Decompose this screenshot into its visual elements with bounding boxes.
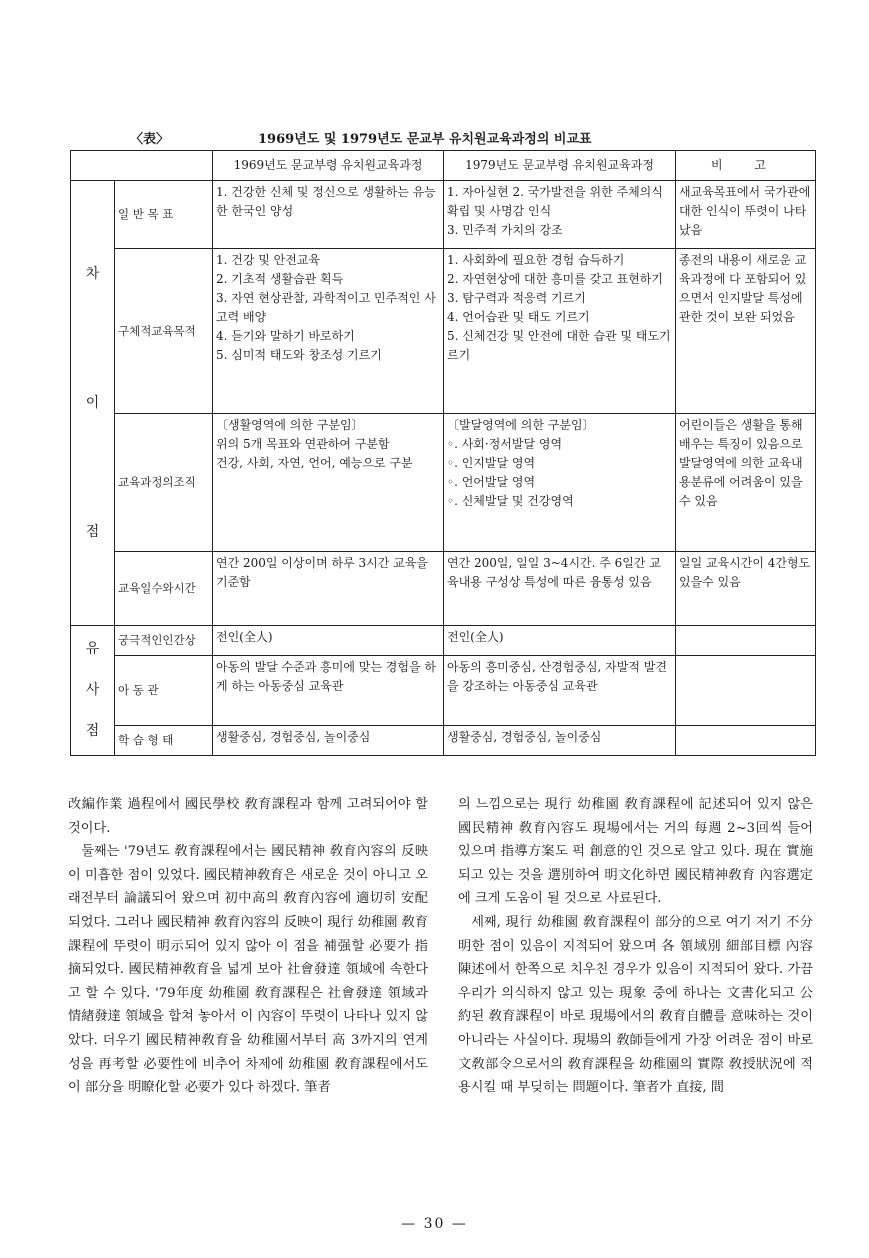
paragraph: 의 느낌으로는 現行 幼稚園 敎育課程에 記述되어 있지 않은 國民精神 敎育內容도 現場에서는 거의 每週 2~3回씩 들어 있으며 指導方案도 퍽 創意的인 것으로 알고 있다. 現在 實施되고 있는 것을 選別하여 明文化하면 國民精神敎育 內容選定에 크게 도움이 될 것으로 사료된다.	[458, 797, 813, 907]
paragraph: 세째, 現行 幼稚園 敎育課程이 部分的으로 여기 저기 不分明한 점이 있음이 지적되어 왔으며 各 領域別 細部目標 內容陳述에서 한쪽으로 치우친 경우가 있음이 지적되어 왔다. 가끔 우리가 의식하지 않고 있는 現象 중에 하나는 文書化되고 公約된 敎育課程이 바로 現場에서의 敎育自體를 意味하는 것이 아니라는 사실이다. 現場의 敎師들에게 가장 어려운 점이 바로 文敎部令으로서의 敎育課程을 幼稚園의 實際 敎授狀況에 적용시킬 때 부딪히는 問題이다. 筆者가 直接, 間	[458, 914, 813, 1096]
cell-remarks: 어린이들은 생활을 통해 배우는 특징이 있음으로 발달영역에 의한 교육내용분류에 어려움이 있을 수 있음	[676, 414, 816, 552]
table-label: 〈表〉	[130, 132, 170, 147]
cell-remarks	[676, 656, 816, 726]
header-1979: 1979년도 문교부령 유치원교육과정	[444, 151, 676, 181]
group-similarities: 유 사 점	[71, 626, 115, 756]
cell-remarks: 종전의 내용이 새로운 교육과정에 다 포함되어 있으면서 인지발달 특성에 관한 것이 보완 되었음	[676, 249, 816, 414]
body-column-right	[458, 793, 813, 1100]
table-row	[71, 626, 816, 656]
cell-1979: 전인(全人)	[444, 626, 676, 656]
cell-1979: 1. 사회화에 필요한 경험 습득하기 2. 자연현상에 대한 흥미를 갖고 표현하기 3. 탐구력과 적응력 기르기 4. 언어습관 및 태도 기르기 5. 신체건강 및 안전에 대한 습관 및 태도기르기	[444, 249, 676, 414]
cell-1979: 생활중심, 경험중심, 놀이중심	[444, 726, 676, 756]
cell-remarks	[676, 626, 816, 656]
paragraph: 둘째는 '79년도 敎育課程에서는 國民精神 敎育內容의 反映이 미흡한 점이 있었다. 國民精神敎育은 새로운 것이 아니고 오래전부터 論議되어 왔으며 初中高의 敎育內容에 適切히 安配되었다. 그러나 國民精神 敎育內容의 反映이 現行 幼稚園 敎育課程에 뚜렷이 明示되어 있지 않아 이 점을 補强할 必要가 指摘되었다. 國民精神敎育을 넓게 보아 社會發達 領域에 속한다고 할 수 있다. '79年度 幼稚園 敎育課程은 社會發達 領域과 情緖發達 領域을 합쳐 놓아서 이 內容이 뚜렷이 나타나 있지 않았다. 더우기 國民精神敎育을 幼稚園서부터 高 3까지의 연계성을 再考할 必要性에 비추어 차제에 幼稚園 敎育課程에서도 이 部分을 明瞭化할 必要가 있다 하겠다. 筆者	[68, 844, 428, 1096]
table-row	[71, 726, 816, 756]
table-title: 1969년도 및 1979년도 문교부 유치원교육과정의 비교표	[258, 132, 592, 147]
header-1969: 1969년도 문교부령 유치원교육과정	[213, 151, 444, 181]
group-differences: 차 이 점	[71, 181, 115, 626]
table-row	[71, 249, 816, 414]
header-corner	[71, 151, 213, 181]
table-caption	[0, 128, 869, 148]
cell-1969: 1. 건강한 신체 및 정신으로 생활하는 유능한 한국인 양성	[213, 181, 444, 249]
cell-1969: 1. 건강 및 안전교육 2. 기초적 생활습관 획득 3. 자연 현상관찰, 과학적이고 민주적인 사고력 배양 4. 듣기와 말하기 바로하기 5. 심미적 태도와 창조성 기르기	[213, 249, 444, 414]
table-row	[71, 656, 816, 726]
row-label: 구체적교육목적	[115, 249, 213, 414]
comparison-table	[70, 150, 816, 756]
cell-1969: 전인(全人)	[213, 626, 444, 656]
table-row	[71, 181, 816, 249]
row-label: 궁극적인인간상	[115, 626, 213, 656]
cell-1979: 연간 200일, 일일 3~4시간. 주 6일간 교육내용 구성상 특성에 따른 융통성 있음	[444, 552, 676, 626]
table-row	[71, 552, 816, 626]
row-label: 교육과정의조직	[115, 414, 213, 552]
cell-remarks	[676, 726, 816, 756]
row-label: 학 습 형 태	[115, 726, 213, 756]
table-row	[71, 414, 816, 552]
row-label: 교육일수와시간	[115, 552, 213, 626]
table-header-row	[71, 151, 816, 181]
cell-1969: 생활중심, 경험중심, 놀이중심	[213, 726, 444, 756]
cell-1969: 연간 200일 이상이며 하루 3시간 교육을 기준함	[213, 552, 444, 626]
cell-remarks: 일일 교육시간이 4간형도 있을수 있음	[676, 552, 816, 626]
cell-1979: 〔발달영역에 의한 구분임〕 ◦. 사회·정서발달 영역 ◦. 인지발달 영역 ◦. 언어발달 영역 ◦. 신체발달 및 건강영역	[444, 414, 676, 552]
cell-1969: 〔생활영역에 의한 구분임〕 위의 5개 목표와 연관하여 구분함 건강, 사회, 자연, 언어, 예능으로 구분	[213, 414, 444, 552]
body-column-left	[68, 793, 428, 1100]
cell-1979: 아동의 흥미중심, 산경험중심, 자발적 발견을 강조하는 아동중심 교육관	[444, 656, 676, 726]
cell-1979: 1. 자아실현 2. 국가발전을 위한 주체의식 확립 및 사명감 인식 3. 민주적 가치의 강조	[444, 181, 676, 249]
paragraph: 改編作業 過程에서 國民學校 敎育課程과 함께 고려되어야 할 것이다.	[68, 797, 428, 836]
row-label: 일 반 목 표	[115, 181, 213, 249]
header-remarks: 비 고	[676, 151, 816, 181]
cell-1969: 아동의 발달 수준과 흥미에 맞는 경험을 하게 하는 아동중심 교육관	[213, 656, 444, 726]
page-number: — 30 —	[401, 1216, 468, 1232]
row-label: 아 동 관	[115, 656, 213, 726]
cell-remarks: 새교육목표에서 국가관에대한 인식이 뚜렷이 나타났음	[676, 181, 816, 249]
